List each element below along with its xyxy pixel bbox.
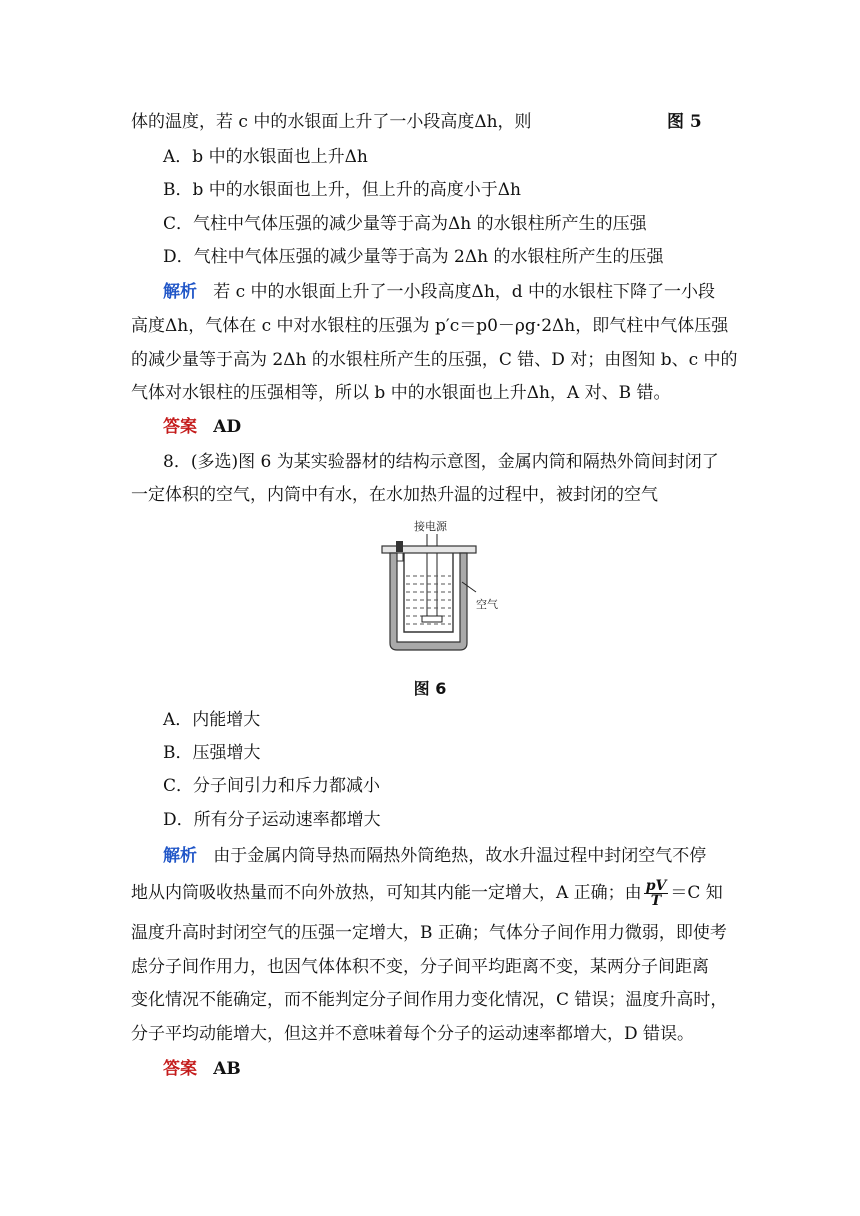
q8-stem-line-2: 一定体积的空气，内筒中有水，在水加热升温的过程中，被封闭的空气	[131, 485, 658, 505]
q8-analysis-line-4: 虑分子间作用力，也因气体体积不变，分子间平均距离不变，某两分子间距离	[131, 957, 709, 977]
q7-option-d: D．气柱中气体压强的减少量等于高为 2Δh 的水银柱所产生的压强	[163, 247, 664, 267]
q7-answer	[163, 416, 241, 438]
q7-analysis-line-2: 高度Δh，气体在 c 中对水银柱的压强为 p′c＝p0－ρg·2Δh，即气柱中气体压强	[131, 316, 729, 336]
q8-answer-label: 答案	[163, 1059, 197, 1079]
q8-option-a: A．内能增大	[163, 710, 261, 730]
q7-analysis-label: 解析	[163, 282, 197, 302]
q8-answer-value: AB	[213, 1059, 241, 1079]
q7-analysis-line-1: 解析 若 c 中的水银面上升了一小段高度Δh，d 中的水银柱下降了一小段	[163, 282, 716, 302]
q8-answer	[163, 1058, 241, 1080]
q7-option-b: B．b 中的水银面也上升，但上升的高度小于Δh	[163, 180, 522, 200]
fraction-pv-over-t: $\frac{pV}{T}$	[645, 878, 667, 909]
q8-option-b: B．压强增大	[163, 743, 261, 763]
figure-label-power: 接电源	[414, 520, 447, 533]
q7-option-a: A．b 中的水银面也上升Δh	[163, 147, 368, 167]
q7-analysis-line-4: 气体对水银柱的压强相等，所以 b 中的水银面也上升Δh，A 对、B 错。	[131, 383, 671, 403]
q8-analysis-label: 解析	[163, 846, 197, 866]
q8-analysis-line-3: 温度升高时封闭空气的压强一定增大，B 正确；气体分子间作用力微弱，即使考	[131, 923, 727, 943]
figure-6-apparatus	[372, 518, 498, 654]
q7-option-c: C．气柱中气体压强的减少量等于高为Δh 的水银柱所产生的压强	[163, 214, 647, 234]
q8-analysis-line-1: 解析 由于金属内筒导热而隔热外筒绝热，故水升温过程中封闭空气不停	[163, 846, 707, 866]
q7-answer-value: AD	[213, 417, 242, 437]
q8-option-c: C．分子间引力和斥力都减小	[163, 776, 381, 796]
q8-option-d: D．所有分子运动速率都增大	[163, 810, 381, 830]
q8-analysis-line-2: 地从内筒吸收热量而不向外放热，可知其内能一定增大，A 正确；由 $\frac{pV}{T}$ ＝C 知	[131, 878, 723, 909]
q7-figure-ref: 图 5	[667, 112, 702, 132]
q8-analysis-line-5: 变化情况不能确定，而不能判定分子间作用力变化情况，C 错误；温度升高时，	[131, 990, 728, 1010]
q7-answer-label: 答案	[163, 417, 197, 437]
q8-stem-line-1: 8．(多选)图 6 为某实验器材的结构示意图，金属内筒和隔热外筒间封闭了	[163, 452, 719, 472]
q8-analysis-line-6: 分子平均动能增大，但这并不意味着每个分子的运动速率都增大，D 错误。	[131, 1024, 695, 1044]
q7-analysis-line-3: 的减少量等于高为 2Δh 的水银柱所产生的压强，C 错、D 对；由图知 b、c 中的	[131, 350, 738, 370]
figure-label-air: 空气	[476, 598, 498, 611]
q7-stem-tail: 体的温度，若 c 中的水银面上升了一小段高度Δh，则	[131, 112, 532, 132]
figure-6-caption: 图 6	[413, 679, 447, 698]
